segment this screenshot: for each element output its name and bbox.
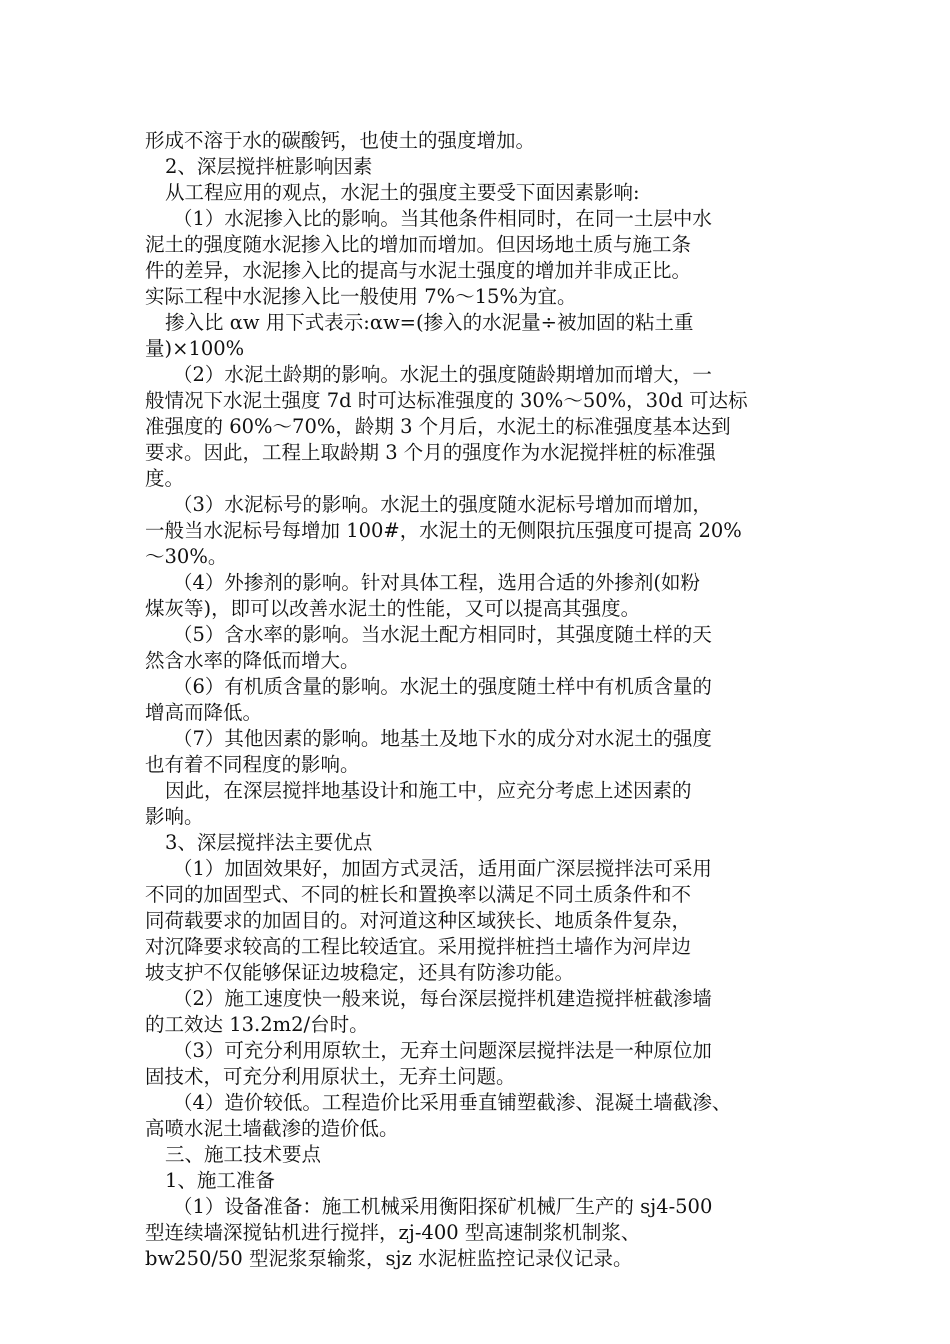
text-line: 固技术，可充分利用原状土，无弃土问题。 bbox=[145, 1065, 516, 1088]
text-line: 因此，在深层搅拌地基设计和施工中，应充分考虑上述因素的 bbox=[165, 779, 692, 802]
text-line: 实际工程中水泥掺入比一般使用 7%～15%为宜。 bbox=[145, 285, 577, 308]
text-line: 量)×100% bbox=[145, 337, 245, 360]
text-line: 度。 bbox=[145, 467, 185, 490]
text-line: 的工效达 13.2m2/台时。 bbox=[145, 1013, 369, 1036]
text-line: 同荷载要求的加固目的。对河道这种区域狭长、地质条件复杂， bbox=[145, 909, 692, 932]
text-line: 坡支护不仅能够保证边坡稳定，还具有防渗功能。 bbox=[145, 961, 575, 984]
text-line: 高喷水泥土墙截渗的造价低。 bbox=[145, 1117, 399, 1140]
text-line: （1）加固效果好，加固方式灵活，适用面广深层搅拌法可采用 bbox=[173, 857, 712, 880]
text-line: 对沉降要求较高的工程比较适宜。采用搅拌桩挡土墙作为河岸边 bbox=[145, 935, 692, 958]
text-line: 型连续墙深搅钻机进行搅拌，zj-400 型高速制浆机制浆、 bbox=[145, 1221, 641, 1244]
text-line: （7）其他因素的影响。地基土及地下水的成分对水泥土的强度 bbox=[173, 727, 712, 750]
text-line: 三、施工技术要点 bbox=[165, 1143, 322, 1166]
text-line: （3）水泥标号的影响。水泥土的强度随水泥标号增加而增加， bbox=[173, 493, 712, 516]
text-line: （5）含水率的影响。当水泥土配方相同时，其强度随土样的天 bbox=[173, 623, 712, 646]
text-line: （1）水泥掺入比的影响。当其他条件相同时，在同一土层中水 bbox=[173, 207, 712, 230]
text-line: （6）有机质含量的影响。水泥土的强度随土样中有机质含量的 bbox=[173, 675, 712, 698]
text-line: 增高而降低。 bbox=[145, 701, 263, 724]
text-line: 形成不溶于水的碳酸钙，也使土的强度增加。 bbox=[145, 129, 536, 152]
text-line: 然含水率的降低而增大。 bbox=[145, 649, 360, 672]
text-line: （2）水泥土龄期的影响。水泥土的强度随龄期增加而增大，一 bbox=[173, 363, 712, 386]
text-line: 般情况下水泥土强度 7d 时可达标准强度的 30%～50%，30d 可达标 bbox=[145, 389, 748, 412]
text-line: bw250/50 型泥浆泵输浆，sjz 水泥桩监控记录仪记录。 bbox=[145, 1247, 633, 1270]
text-line: （3）可充分利用原软土，无弃土问题深层搅拌法是一种原位加 bbox=[173, 1039, 712, 1062]
text-line: 煤灰等)，即可以改善水泥土的性能，又可以提高其强度。 bbox=[145, 597, 641, 620]
text-line: 要求。因此，工程上取龄期 3 个月的强度作为水泥搅拌桩的标准强 bbox=[145, 441, 716, 464]
text-line: （2）施工速度快一般来说，每台深层搅拌机建造搅拌桩截渗墙 bbox=[173, 987, 712, 1010]
text-line: 一般当水泥标号每增加 100#，水泥土的无侧限抗压强度可提高 20% bbox=[145, 519, 742, 542]
text-line: （1）设备准备：施工机械采用衡阳探矿机械厂生产的 sj4-500 bbox=[173, 1195, 713, 1218]
text-line: 泥土的强度随水泥掺入比的增加而增加。但因场地土质与施工条 bbox=[145, 233, 692, 256]
text-line: 影响。 bbox=[145, 805, 204, 828]
text-line: 掺入比 αw 用下式表示:αw=(掺入的水泥量÷被加固的粘土重 bbox=[165, 311, 694, 334]
text-line: 不同的加固型式、不同的桩长和置换率以满足不同土质条件和不 bbox=[145, 883, 692, 906]
text-line: 2、深层搅拌桩影响因素 bbox=[165, 155, 373, 178]
text-line: 件的差异，水泥掺入比的提高与水泥土强度的增加并非成正比。 bbox=[145, 259, 692, 282]
text-line: 1、施工准备 bbox=[165, 1169, 275, 1192]
document-body bbox=[145, 128, 825, 1272]
text-line: 也有着不同程度的影响。 bbox=[145, 753, 360, 776]
text-line: 从工程应用的观点，水泥土的强度主要受下面因素影响: bbox=[165, 181, 640, 204]
text-line: 3、深层搅拌法主要优点 bbox=[165, 831, 373, 854]
text-line: ～30%。 bbox=[145, 545, 228, 568]
text-line: （4）造价较低。工程造价比采用垂直铺塑截渗、混凝土墙截渗、 bbox=[173, 1091, 732, 1114]
text-line: 准强度的 60%～70%，龄期 3 个月后，水泥土的标准强度基本达到 bbox=[145, 415, 731, 438]
text-line: （4）外掺剂的影响。针对具体工程，选用合适的外掺剂(如粉 bbox=[173, 571, 701, 594]
